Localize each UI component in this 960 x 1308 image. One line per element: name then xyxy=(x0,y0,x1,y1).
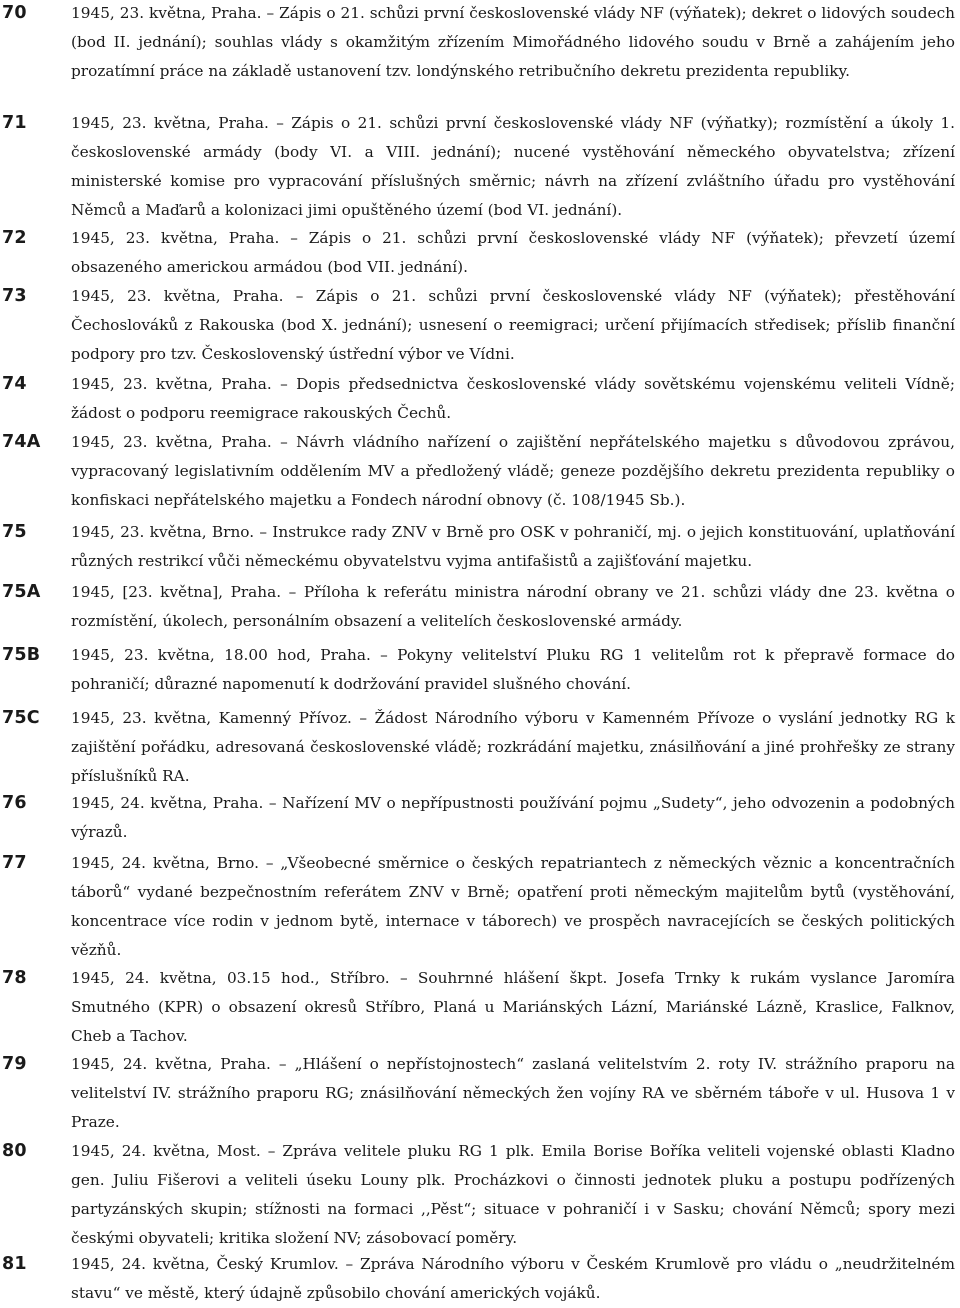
entry-text: 1945, 23. května, Praha. – Dopis předsednictva československé vlády sovětskému vojenskému veliteli Vídně; žádost o podporu reemigrace rakouských Čechů. xyxy=(71,375,955,422)
entry-text: 1945, 23. května, Praha. – Návrh vládního nařízení o zajištění nepřátelského majetku s důvodovou zprávou, vypracovaný legislativním oddělením MV a předložený vládě; geneze pozdějšího dekretu prezidenta republiky o konfiskaci nepřátelského majetku a Fondech národní obnovy (č. 108/1945 Sb.). xyxy=(71,433,955,509)
entry-number: 75B xyxy=(2,645,41,665)
entry-number: 72 xyxy=(2,228,27,248)
entry-text: 1945, 23. května, 18.00 hod, Praha. – Pokyny velitelství Pluku RG 1 velitelům rot k přepravě formace do pohraničí; důrazné napomenutí k dodržování pravidel slušného chování. xyxy=(71,646,955,693)
entry-number: 81 xyxy=(2,1254,27,1274)
entry-number: 80 xyxy=(2,1141,27,1161)
entry-text: 1945, 23. května, Brno. – Instrukce rady ZNV v Brně pro OSK v pohraničí, mj. o jejich konstituování, uplatňování různých restrikcí vůči německému obyvatelstvu vyjma antifašistů a zajišťování majetku. xyxy=(71,523,955,570)
entry-text: 1945, 23. května, Kamenný Přívoz. – Žádost Národního výboru v Kamenném Přívoze o vyslání jednotky RG k zajištění pořádku, adresovaná československé vládě; rozkrádání majetku, znásilňování a jiné prohřešky ze strany příslušníků RA. xyxy=(71,709,955,785)
entry-text: 1945, 23. května, Praha. – Zápis o 21. schůzi první československé vlády NF (výňatek); převzetí území obsazeného americkou armádou (bod VII. jednání). xyxy=(71,229,955,276)
entry-number: 76 xyxy=(2,793,27,813)
entry-number: 79 xyxy=(2,1054,27,1074)
entry-text: 1945, 24. května, Brno. – „Všeobecné směrnice o českých repatriantech z německých věznic a koncentračních táborů“ vydané bezpečnostním referátem ZNV v Brně; opatření proti německým majitelům bytů (vystěhování, koncentrace více rodin v jednom bytě, internace v táborech) ve prospěch navracejících se českých politických vězňů. xyxy=(71,854,955,959)
entry-number: 75C xyxy=(2,708,40,728)
entry-text: 1945, 24. května, Český Krumlov. – Zpráva Národního výboru v Českém Krumlově pro vládu o „neudržitelném stavu“ ve městě, který údajně způsobilo chování amerických vojáků. xyxy=(71,1255,955,1302)
entry-text: 1945, 23. května, Praha. – Zápis o 21. schůzi první československé vlády NF (výňatek); dekret o lidových soudech (bod II. jednání); souhlas vlády s okamžitým zřízením Mimořádného lidového soudu v Brně a zahájením jeho prozatímní práce na základě ustanovení tzv. londýnského retribučního dekretu prezidenta republiky. xyxy=(71,4,955,80)
entry-text: 1945, 24. května, Praha. – „Hlášení o nepřístojnostech“ zaslaná velitelstvím 2. roty IV. strážního praporu na velitelství IV. strážního praporu RG; znásilňování německých žen vojíny RA ve sběrném táboře v ul. Husova 1 v Praze. xyxy=(71,1055,955,1131)
entry-number: 78 xyxy=(2,968,27,988)
entry-number: 73 xyxy=(2,286,27,306)
entry-text: 1945, 24. května, Praha. – Nařízení MV o nepřípustnosti používání pojmu „Sudety“, jeho odvozenin a podobných výrazů. xyxy=(71,794,955,841)
entry-number: 75A xyxy=(2,582,41,602)
entry-number: 74A xyxy=(2,432,41,452)
entry-number: 71 xyxy=(2,113,27,133)
entry-number: 77 xyxy=(2,853,27,873)
entry-text: 1945, 23. května, Praha. – Zápis o 21. schůzi první československé vlády NF (výňatky); rozmístění a úkoly 1. československé armády (body VI. a VIII. jednání); nucené vystěhování německého obyvatelstva; zřízení ministerské komise pro vypracování příslušných směrnic; návrh na zřízení zvláštního úřadu pro vystěhování Němců a Maďarů a kolonizaci jimi opuštěného území (bod VI. jednání). xyxy=(71,114,955,219)
entry-text: 1945, 23. května, Praha. – Zápis o 21. schůzi první československé vlády NF (výňatek); přestěhování Čechoslováků z Rakouska (bod X. jednání); usnesení o reemigraci; určení přijímacích středisek; příslib finanční podpory pro tzv. Československý ústřední výbor ve Vídni. xyxy=(71,287,955,363)
entry-text: 1945, [23. května], Praha. – Příloha k referátu ministra národní obrany ve 21. schůzi vlády dne 23. května o rozmístění, úkolech, personálním obsazení a velitelích československé armády. xyxy=(71,583,955,630)
entry-text: 1945, 24. května, 03.15 hod., Stříbro. – Souhrnné hlášení škpt. Josefa Trnky k rukám vyslance Jaromíra Smutného (KPR) o obsazení okresů Stříbro, Planá u Mariánských Lázní, Mariánské Lázně, Kraslice, Falknov, Cheb a Tachov. xyxy=(71,969,955,1045)
entry-number: 70 xyxy=(2,3,27,23)
entry-number: 75 xyxy=(2,522,27,542)
entry-number: 74 xyxy=(2,374,27,394)
entry-text: 1945, 24. května, Most. – Zpráva velitele pluku RG 1 plk. Emila Borise Boříka veliteli vojenské oblasti Kladno gen. Juliu Fišerovi a veliteli úseku Louny plk. Procházkovi o činnosti jednotek pluku a postupu podřízených partyzánských skupin; stížnosti na formaci ,,Pěst“; situace v pohraničí i v Sasku; chování Němců; spory mezi českými obyvateli; kritika složení NV; zásobovací poměry. xyxy=(71,1142,955,1247)
